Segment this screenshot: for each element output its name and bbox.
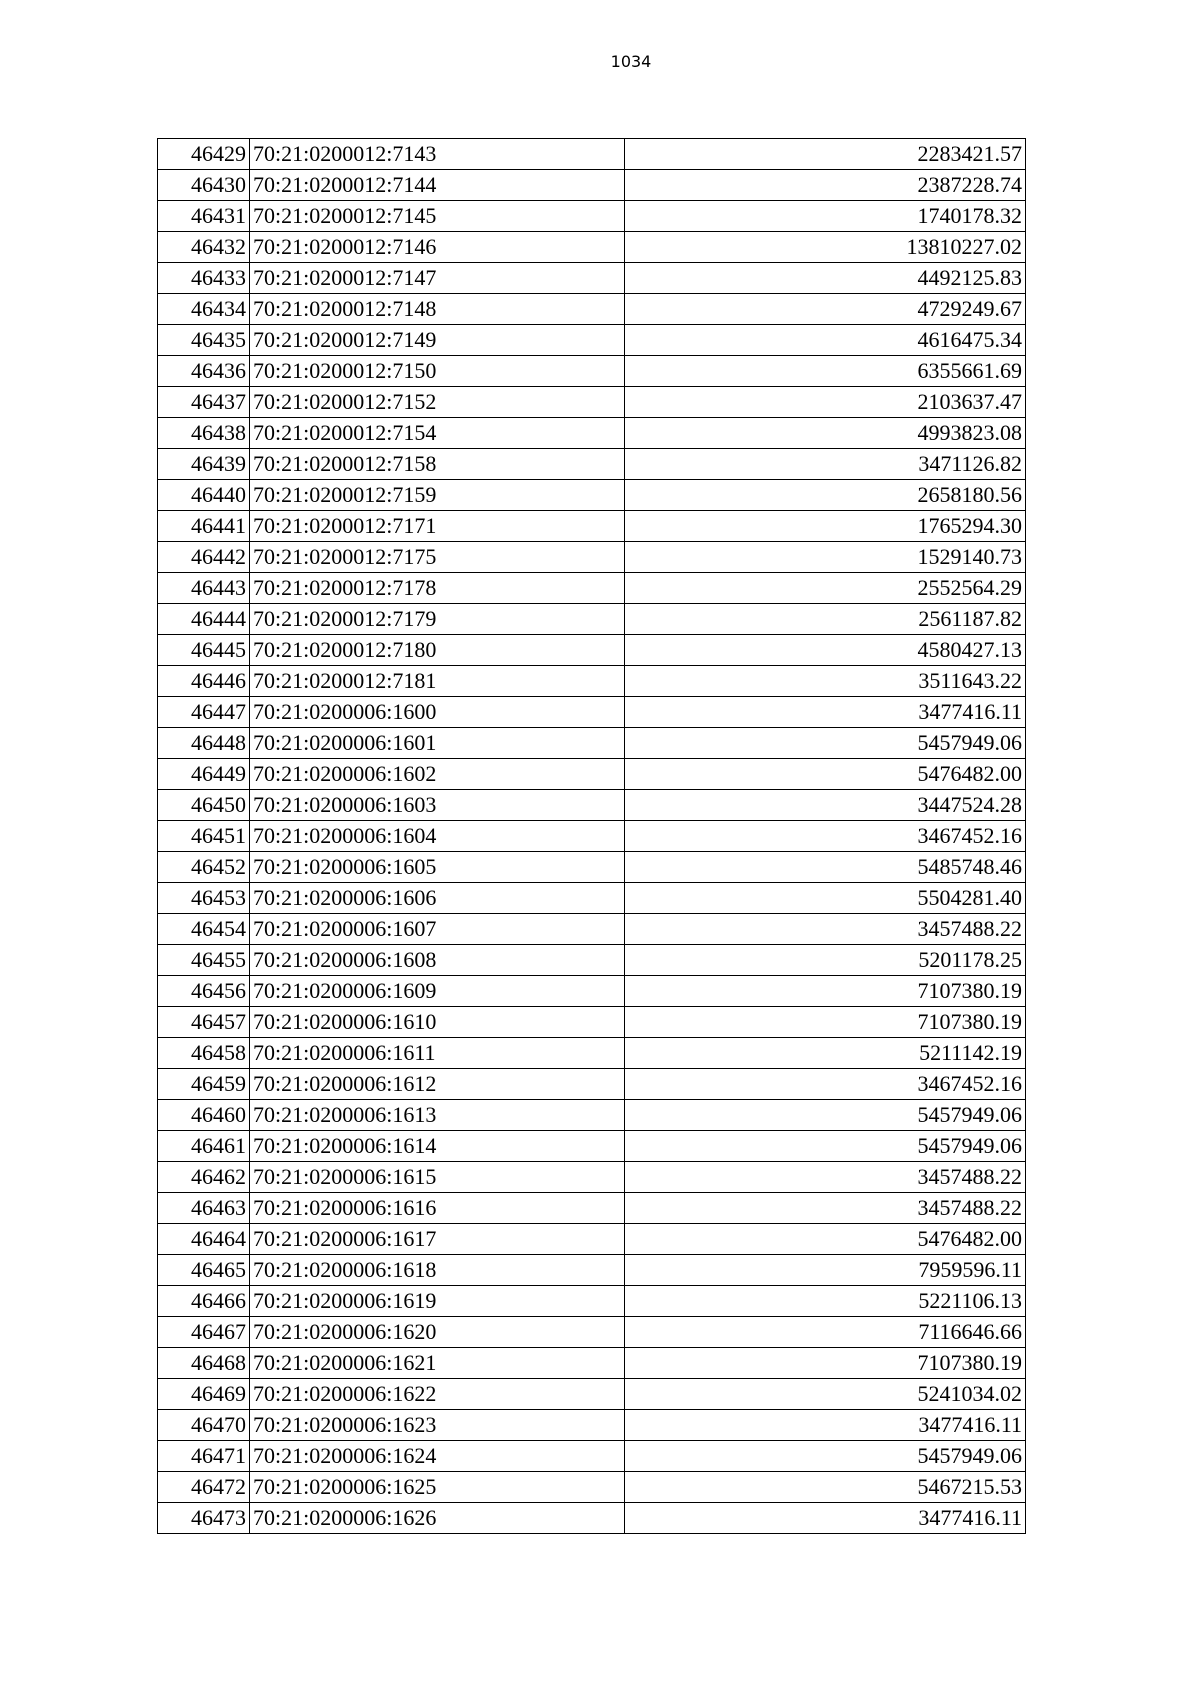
cadastral-value-cell: 3457488.22 — [625, 1193, 1026, 1224]
table-row — [158, 1472, 1026, 1503]
cadastral-value-cell: 1765294.30 — [625, 511, 1026, 542]
table-row — [158, 449, 1026, 480]
cadastral-number-cell: 70:21:0200006:1609 — [250, 976, 625, 1007]
row-number-cell: 46469 — [158, 1379, 250, 1410]
cadastral-number-cell: 70:21:0200012:7181 — [250, 666, 625, 697]
table-row — [158, 1224, 1026, 1255]
cadastral-number-cell: 70:21:0200012:7179 — [250, 604, 625, 635]
cadastral-number-cell: 70:21:0200012:7158 — [250, 449, 625, 480]
row-number-cell: 46452 — [158, 852, 250, 883]
cadastral-value-cell: 13810227.02 — [625, 232, 1026, 263]
cadastral-number-cell: 70:21:0200012:7145 — [250, 201, 625, 232]
cadastral-number-cell: 70:21:0200006:1613 — [250, 1100, 625, 1131]
table-row — [158, 1379, 1026, 1410]
cadastral-number-cell: 70:21:0200006:1612 — [250, 1069, 625, 1100]
table-row — [158, 325, 1026, 356]
table-row — [158, 945, 1026, 976]
cadastral-value-cell: 4993823.08 — [625, 418, 1026, 449]
cadastral-value-cell: 5211142.19 — [625, 1038, 1026, 1069]
table-row — [158, 1069, 1026, 1100]
cadastral-value-cell: 5457949.06 — [625, 1131, 1026, 1162]
cadastral-value-cell: 2561187.82 — [625, 604, 1026, 635]
cadastral-value-cell: 4492125.83 — [625, 263, 1026, 294]
table-row — [158, 1193, 1026, 1224]
cadastral-number-cell: 70:21:0200006:1607 — [250, 914, 625, 945]
table-row — [158, 697, 1026, 728]
table-row — [158, 666, 1026, 697]
table-row — [158, 1131, 1026, 1162]
table-row — [158, 790, 1026, 821]
row-number-cell: 46456 — [158, 976, 250, 1007]
table-row — [158, 728, 1026, 759]
row-number-cell: 46439 — [158, 449, 250, 480]
cadastral-value-cell: 2387228.74 — [625, 170, 1026, 201]
table-row — [158, 542, 1026, 573]
row-number-cell: 46466 — [158, 1286, 250, 1317]
table-row — [158, 1162, 1026, 1193]
cadastral-value-cell: 2283421.57 — [625, 139, 1026, 170]
table-row — [158, 1410, 1026, 1441]
table-row — [158, 914, 1026, 945]
table-row — [158, 294, 1026, 325]
cadastral-value-cell: 3471126.82 — [625, 449, 1026, 480]
table-row — [158, 1348, 1026, 1379]
row-number-cell: 46470 — [158, 1410, 250, 1441]
row-number-cell: 46431 — [158, 201, 250, 232]
cadastral-number-cell: 70:21:0200006:1623 — [250, 1410, 625, 1441]
table-row — [158, 821, 1026, 852]
cadastral-value-cell: 5457949.06 — [625, 1100, 1026, 1131]
cadastral-number-cell: 70:21:0200012:7150 — [250, 356, 625, 387]
table-row — [158, 1038, 1026, 1069]
table-row — [158, 1441, 1026, 1472]
row-number-cell: 46435 — [158, 325, 250, 356]
row-number-cell: 46445 — [158, 635, 250, 666]
cadastral-value-cell: 3467452.16 — [625, 1069, 1026, 1100]
cadastral-value-cell: 3511643.22 — [625, 666, 1026, 697]
cadastral-number-cell: 70:21:0200006:1622 — [250, 1379, 625, 1410]
row-number-cell: 46444 — [158, 604, 250, 635]
row-number-cell: 46451 — [158, 821, 250, 852]
cadastral-value-cell: 5457949.06 — [625, 728, 1026, 759]
table-row — [158, 139, 1026, 170]
table-row — [158, 418, 1026, 449]
cadastral-value-cell: 3447524.28 — [625, 790, 1026, 821]
cadastral-value-cell: 5241034.02 — [625, 1379, 1026, 1410]
table-row — [158, 511, 1026, 542]
cadastral-value-cell: 7116646.66 — [625, 1317, 1026, 1348]
cadastral-value-cell: 4616475.34 — [625, 325, 1026, 356]
table-row — [158, 387, 1026, 418]
cadastral-number-cell: 70:21:0200006:1611 — [250, 1038, 625, 1069]
row-number-cell: 46473 — [158, 1503, 250, 1534]
table-row — [158, 635, 1026, 666]
cadastral-value-cell: 5201178.25 — [625, 945, 1026, 976]
row-number-cell: 46438 — [158, 418, 250, 449]
row-number-cell: 46441 — [158, 511, 250, 542]
table-row — [158, 356, 1026, 387]
cadastral-number-cell: 70:21:0200012:7146 — [250, 232, 625, 263]
cadastral-number-cell: 70:21:0200006:1604 — [250, 821, 625, 852]
table-row — [158, 604, 1026, 635]
row-number-cell: 46429 — [158, 139, 250, 170]
row-number-cell: 46464 — [158, 1224, 250, 1255]
row-number-cell: 46459 — [158, 1069, 250, 1100]
row-number-cell: 46437 — [158, 387, 250, 418]
page-number: 1034 — [610, 52, 652, 71]
table-row — [158, 573, 1026, 604]
row-number-cell: 46454 — [158, 914, 250, 945]
cadastral-value-cell: 3477416.11 — [625, 697, 1026, 728]
cadastral-number-cell: 70:21:0200012:7143 — [250, 139, 625, 170]
table-row — [158, 1007, 1026, 1038]
row-number-cell: 46455 — [158, 945, 250, 976]
cadastral-number-cell: 70:21:0200006:1600 — [250, 697, 625, 728]
cadastral-number-cell: 70:21:0200006:1616 — [250, 1193, 625, 1224]
cadastral-value-cell: 2103637.47 — [625, 387, 1026, 418]
row-number-cell: 46461 — [158, 1131, 250, 1162]
row-number-cell: 46430 — [158, 170, 250, 201]
cadastral-number-cell: 70:21:0200012:7171 — [250, 511, 625, 542]
row-number-cell: 46463 — [158, 1193, 250, 1224]
cadastral-value-cell: 6355661.69 — [625, 356, 1026, 387]
cadastral-number-cell: 70:21:0200006:1615 — [250, 1162, 625, 1193]
cadastral-value-table — [157, 138, 1026, 1534]
cadastral-value-cell: 3457488.22 — [625, 1162, 1026, 1193]
table-row — [158, 263, 1026, 294]
cadastral-value-cell: 3457488.22 — [625, 914, 1026, 945]
cadastral-number-cell: 70:21:0200006:1619 — [250, 1286, 625, 1317]
cadastral-value-cell: 2658180.56 — [625, 480, 1026, 511]
cadastral-number-cell: 70:21:0200006:1601 — [250, 728, 625, 759]
table-row — [158, 201, 1026, 232]
row-number-cell: 46447 — [158, 697, 250, 728]
cadastral-value-cell: 2552564.29 — [625, 573, 1026, 604]
table-row — [158, 976, 1026, 1007]
cadastral-number-cell: 70:21:0200012:7144 — [250, 170, 625, 201]
cadastral-value-cell: 1740178.32 — [625, 201, 1026, 232]
table-row — [158, 170, 1026, 201]
cadastral-number-cell: 70:21:0200012:7152 — [250, 387, 625, 418]
cadastral-value-cell: 5485748.46 — [625, 852, 1026, 883]
row-number-cell: 46453 — [158, 883, 250, 914]
cadastral-number-cell: 70:21:0200006:1617 — [250, 1224, 625, 1255]
row-number-cell: 46432 — [158, 232, 250, 263]
row-number-cell: 46440 — [158, 480, 250, 511]
cadastral-number-cell: 70:21:0200012:7149 — [250, 325, 625, 356]
row-number-cell: 46450 — [158, 790, 250, 821]
cadastral-value-cell: 7107380.19 — [625, 1007, 1026, 1038]
table-row — [158, 852, 1026, 883]
row-number-cell: 46458 — [158, 1038, 250, 1069]
cadastral-value-cell: 5467215.53 — [625, 1472, 1026, 1503]
cadastral-value-cell: 7107380.19 — [625, 1348, 1026, 1379]
cadastral-number-cell: 70:21:0200006:1625 — [250, 1472, 625, 1503]
cadastral-number-cell: 70:21:0200012:7178 — [250, 573, 625, 604]
cadastral-number-cell: 70:21:0200006:1624 — [250, 1441, 625, 1472]
table-row — [158, 1503, 1026, 1534]
row-number-cell: 46467 — [158, 1317, 250, 1348]
cadastral-number-cell: 70:21:0200012:7147 — [250, 263, 625, 294]
cadastral-value-cell: 4729249.67 — [625, 294, 1026, 325]
cadastral-number-cell: 70:21:0200006:1620 — [250, 1317, 625, 1348]
table-row — [158, 1286, 1026, 1317]
cadastral-number-cell: 70:21:0200006:1614 — [250, 1131, 625, 1162]
cadastral-value-cell: 7107380.19 — [625, 976, 1026, 1007]
row-number-cell: 46448 — [158, 728, 250, 759]
cadastral-number-cell: 70:21:0200006:1606 — [250, 883, 625, 914]
row-number-cell: 46468 — [158, 1348, 250, 1379]
table-row — [158, 759, 1026, 790]
row-number-cell: 46460 — [158, 1100, 250, 1131]
cadastral-value-cell: 3467452.16 — [625, 821, 1026, 852]
table-row — [158, 883, 1026, 914]
cadastral-number-cell: 70:21:0200006:1626 — [250, 1503, 625, 1534]
row-number-cell: 46436 — [158, 356, 250, 387]
cadastral-number-cell: 70:21:0200012:7159 — [250, 480, 625, 511]
cadastral-value-cell: 1529140.73 — [625, 542, 1026, 573]
row-number-cell: 46449 — [158, 759, 250, 790]
cadastral-value-cell: 3477416.11 — [625, 1503, 1026, 1534]
cadastral-value-cell: 5504281.40 — [625, 883, 1026, 914]
row-number-cell: 46462 — [158, 1162, 250, 1193]
cadastral-number-cell: 70:21:0200006:1603 — [250, 790, 625, 821]
row-number-cell: 46472 — [158, 1472, 250, 1503]
cadastral-number-cell: 70:21:0200012:7154 — [250, 418, 625, 449]
table-row — [158, 1255, 1026, 1286]
cadastral-value-cell: 5476482.00 — [625, 1224, 1026, 1255]
cadastral-value-cell: 4580427.13 — [625, 635, 1026, 666]
table-row — [158, 1100, 1026, 1131]
row-number-cell: 46442 — [158, 542, 250, 573]
cadastral-number-cell: 70:21:0200006:1621 — [250, 1348, 625, 1379]
cadastral-value-cell: 7959596.11 — [625, 1255, 1026, 1286]
table-row — [158, 232, 1026, 263]
cadastral-value-cell: 5457949.06 — [625, 1441, 1026, 1472]
cadastral-number-cell: 70:21:0200006:1618 — [250, 1255, 625, 1286]
cadastral-value-cell: 5476482.00 — [625, 759, 1026, 790]
cadastral-number-cell: 70:21:0200012:7175 — [250, 542, 625, 573]
row-number-cell: 46434 — [158, 294, 250, 325]
table-row — [158, 480, 1026, 511]
cadastral-value-cell: 5221106.13 — [625, 1286, 1026, 1317]
table-row — [158, 1317, 1026, 1348]
row-number-cell: 46443 — [158, 573, 250, 604]
cadastral-number-cell: 70:21:0200012:7148 — [250, 294, 625, 325]
row-number-cell: 46465 — [158, 1255, 250, 1286]
cadastral-number-cell: 70:21:0200012:7180 — [250, 635, 625, 666]
cadastral-number-cell: 70:21:0200006:1610 — [250, 1007, 625, 1038]
row-number-cell: 46457 — [158, 1007, 250, 1038]
row-number-cell: 46471 — [158, 1441, 250, 1472]
cadastral-number-cell: 70:21:0200006:1608 — [250, 945, 625, 976]
cadastral-number-cell: 70:21:0200006:1605 — [250, 852, 625, 883]
row-number-cell: 46446 — [158, 666, 250, 697]
row-number-cell: 46433 — [158, 263, 250, 294]
cadastral-value-cell: 3477416.11 — [625, 1410, 1026, 1441]
table-body — [158, 139, 1026, 1534]
cadastral-number-cell: 70:21:0200006:1602 — [250, 759, 625, 790]
